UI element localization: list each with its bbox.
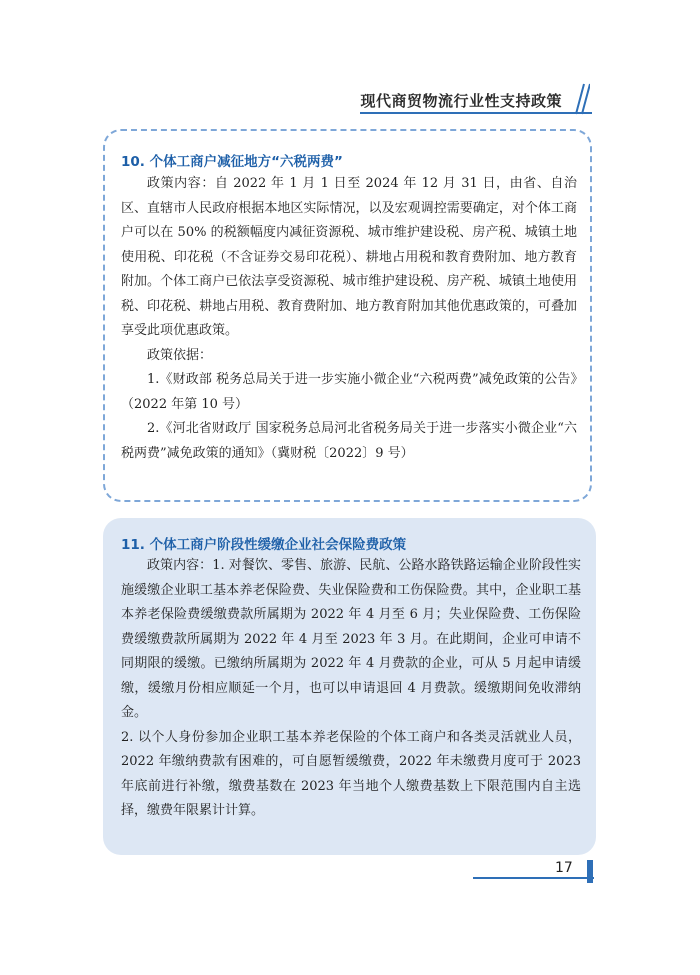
section-10-content: 政策内容：自 2022 年 1 月 1 日至 2024 年 12 月 31 日，由省、自治区、直辖市人民政府根据本地区实际情况，以及宏观调控需要确定，对个体工商户可以在 50% 的税额幅度内减征资源税、城市维护建设税、房产税、城镇土地使用税、印花税（不含证券交易印花税）、耕地占用税和教育费附加、地方教育附加。个体工商户已依法享受资源税、城市维护建设税、房产税、城镇土地使用税、印花税、耕地占用税、教育费附加、地方教育附加其他优惠政策的，可叠加享受此项优惠政策。 — [121, 176, 577, 338]
section-10-basis-1: 1.《财政部 税务总局关于进一步实施小微企业“六税两费”减免政策的公告》（2022 年第 10 号） — [121, 372, 577, 412]
footer-bar — [587, 860, 593, 883]
section-10-basis-label: 政策依据： — [147, 347, 213, 363]
section-11-content-2: 2. 以个人身份参加企业职工基本养老保险的个体工商户和各类灵活就业人员，2022 年缴纳费款有困难的，可自愿暂缓缴费，2022 年未缴费月度可于 2023 年底前进行补缴，缴费基数在 2023 年当地个人缴费基数上下限范围内自主选择，缴费年限累计计算。 — [121, 729, 581, 818]
page-number: 17 — [555, 860, 573, 876]
section-11-title: 11. 个体工商户阶段性缓缴企业社会保险费政策 — [121, 537, 407, 553]
header-slash-decoration — [566, 82, 590, 116]
section-10-basis-2: 2.《河北省财政厅 国家税务总局河北省税务局关于进一步落实小微企业“六税两费”减免政策的通知》（冀财税〔2022〕9 号） — [121, 421, 577, 461]
footer-rule — [473, 877, 594, 879]
section-10-body — [121, 172, 577, 466]
header-title: 现代商贸物流行业性支持政策 — [360, 92, 562, 110]
section-10-title: 10. 个体工商户减征地方“六税两费” — [121, 154, 343, 170]
section-11-content-1: 政策内容：1. 对餐饮、零售、旅游、民航、公路水路铁路运输企业阶段性实施缓缴企业职工基本养老保险费、失业保险费和工伤保险费。其中，企业职工基本养老保险费缓缴费款所属期为 2022 年 4 月至 6 月；失业保险费、工伤保险费缓缴费款所属期为 2022 年 4 月至 2023 年 3 月。在此期间，企业可申请不同期限的缓缴。已缴纳所属期为 2022 年 4 月费款的企业，可从 5 月起申请缓缴，缓缴月份相应顺延一个月，也可以申请退回 4 月费款。缓缴期间免收滞纳金。 — [121, 558, 581, 720]
running-header — [360, 88, 592, 114]
section-11-body — [121, 554, 581, 824]
header-rule — [360, 112, 592, 114]
